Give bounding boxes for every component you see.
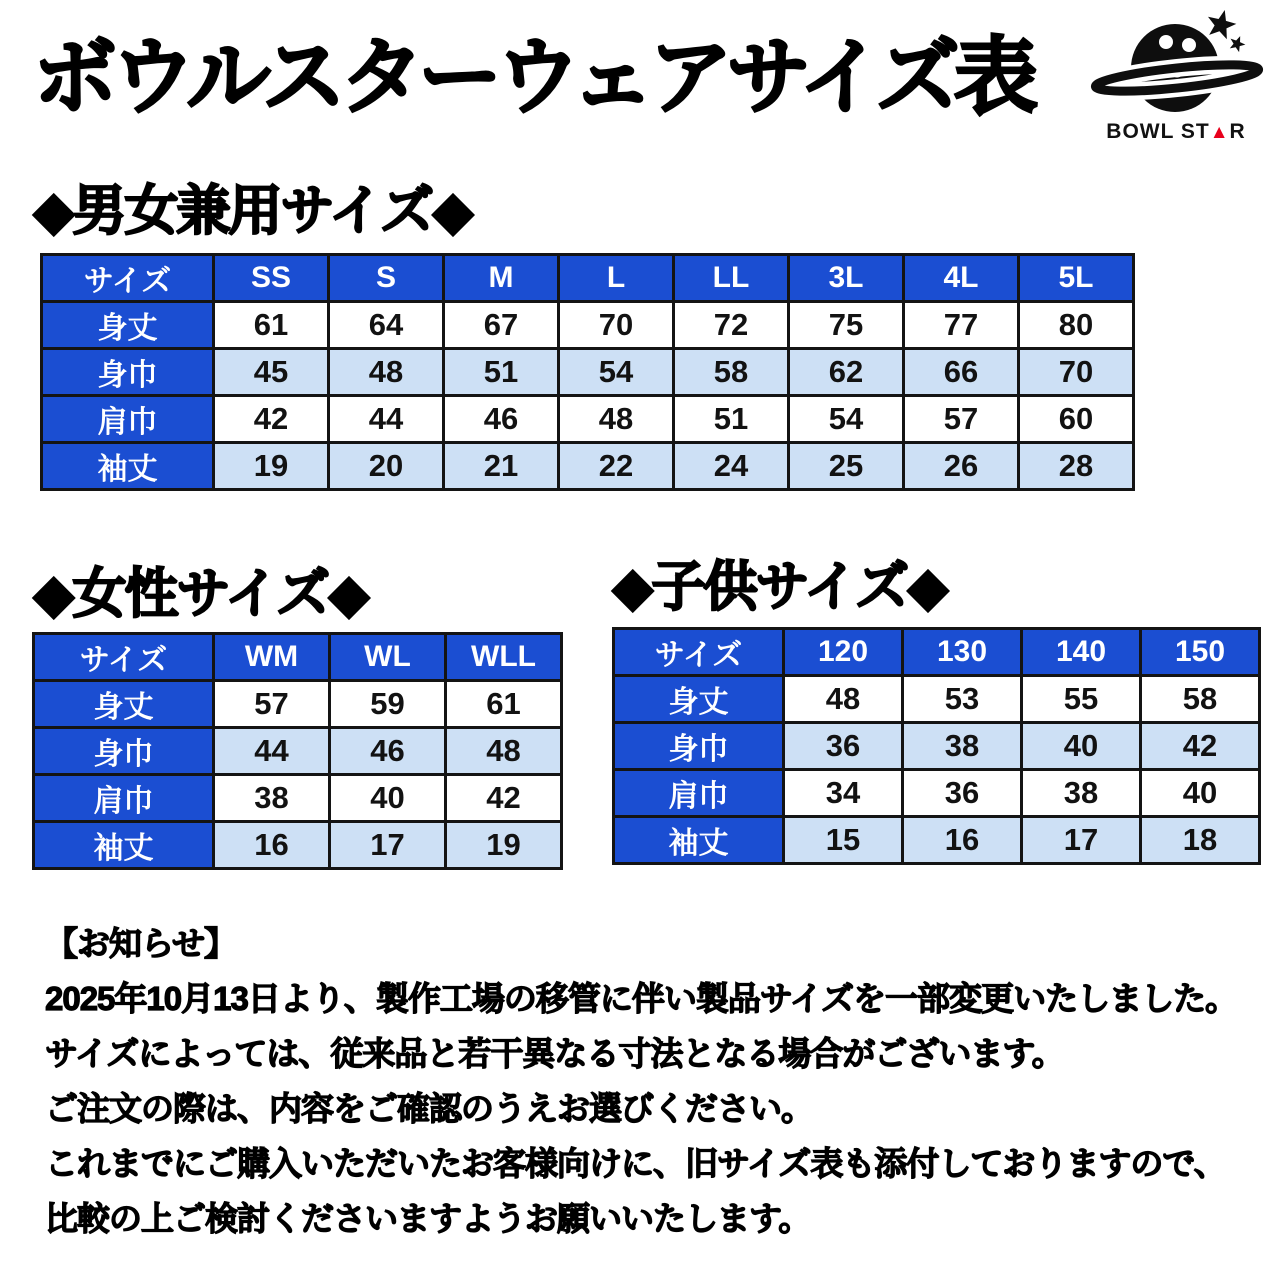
kids-size-table [612, 627, 1261, 865]
notice-line: 2025年10月13日より、製作工場の移管に伴い製品サイズを一部変更いたしました。 [45, 980, 1238, 1017]
brand-text-left: BOWL ST [1106, 120, 1210, 143]
col-header: WL [330, 634, 446, 681]
col-header: 4L [904, 255, 1019, 302]
size-cell: 42 [214, 396, 329, 443]
size-cell: 36 [903, 770, 1022, 817]
row-label: 身巾 [34, 728, 214, 775]
notice-line: 比較の上ご検討くださいますようお願いいたします。 [45, 1200, 811, 1237]
size-cell: 72 [674, 302, 789, 349]
table-row [42, 396, 1134, 443]
notice-line: サイズによっては、従来品と若干異なる寸法となる場合がございます。 [45, 1035, 1064, 1072]
size-cell: 38 [1022, 770, 1141, 817]
size-cell: 19 [214, 443, 329, 490]
size-cell: 28 [1019, 443, 1134, 490]
size-cell: 59 [330, 681, 446, 728]
size-cell: 38 [903, 723, 1022, 770]
col-header: WLL [446, 634, 562, 681]
size-cell: 48 [559, 396, 674, 443]
unisex-size-table [40, 253, 1135, 491]
size-cell: 66 [904, 349, 1019, 396]
size-cell: 22 [559, 443, 674, 490]
row-label: 肩巾 [34, 775, 214, 822]
col-header: SS [214, 255, 329, 302]
size-cell: 42 [1141, 723, 1260, 770]
size-cell: 48 [784, 676, 903, 723]
col-header: S [329, 255, 444, 302]
notice-section [45, 916, 1255, 1246]
size-cell: 36 [784, 723, 903, 770]
col-header: 5L [1019, 255, 1134, 302]
size-cell: 16 [903, 817, 1022, 864]
row-label: 身丈 [34, 681, 214, 728]
table-row [614, 676, 1260, 723]
finger-hole-icon [1159, 35, 1173, 49]
col-header: サイズ [42, 255, 214, 302]
size-cell: 58 [1141, 676, 1260, 723]
col-header: サイズ [34, 634, 214, 681]
table-header-row [42, 255, 1134, 302]
notice-heading: 【お知らせ】 [45, 925, 237, 962]
row-label: 身丈 [614, 676, 784, 723]
brand-text-right: R [1229, 120, 1246, 143]
row-label: 身巾 [614, 723, 784, 770]
col-header: 130 [903, 629, 1022, 676]
size-cell: 57 [904, 396, 1019, 443]
unisex-section-heading: ◆男女兼用サイズ◆ [33, 181, 472, 241]
page-title: ボウルスターウェアサイズ表 [33, 30, 1032, 124]
size-cell: 40 [330, 775, 446, 822]
size-cell: 80 [1019, 302, 1134, 349]
brand-wordmark [1085, 120, 1267, 144]
col-header: 150 [1141, 629, 1260, 676]
small-star-icon [1227, 33, 1248, 53]
notice-line: ご注文の際は、内容をご確認のうえお選びください。 [45, 1090, 813, 1127]
bowl-star-logo [1085, 8, 1267, 158]
size-cell: 24 [674, 443, 789, 490]
size-cell: 46 [444, 396, 559, 443]
finger-hole-icon [1182, 38, 1196, 52]
size-cell: 67 [444, 302, 559, 349]
size-cell: 20 [329, 443, 444, 490]
size-cell: 40 [1022, 723, 1141, 770]
col-header: 140 [1022, 629, 1141, 676]
size-cell: 42 [446, 775, 562, 822]
size-cell: 17 [330, 822, 446, 869]
size-cell: 25 [789, 443, 904, 490]
size-cell: 34 [784, 770, 903, 817]
row-label: 身丈 [42, 302, 214, 349]
size-cell: 48 [329, 349, 444, 396]
col-header: サイズ [614, 629, 784, 676]
size-cell: 54 [559, 349, 674, 396]
size-cell: 54 [789, 396, 904, 443]
table-row [34, 681, 562, 728]
size-cell: 57 [214, 681, 330, 728]
table-header-row [34, 634, 562, 681]
size-cell: 64 [329, 302, 444, 349]
size-cell: 48 [446, 728, 562, 775]
table-row [34, 728, 562, 775]
row-label: 肩巾 [42, 396, 214, 443]
women-section-heading: ◆女性サイズ◆ [33, 564, 368, 624]
women-size-table [32, 632, 563, 870]
table-row [614, 770, 1260, 817]
size-cell: 21 [444, 443, 559, 490]
size-cell: 58 [674, 349, 789, 396]
col-header: WM [214, 634, 330, 681]
size-cell: 45 [214, 349, 329, 396]
col-header: LL [674, 255, 789, 302]
table-row [42, 302, 1134, 349]
size-cell: 44 [214, 728, 330, 775]
size-cell: 44 [329, 396, 444, 443]
size-cell: 75 [789, 302, 904, 349]
size-cell: 53 [903, 676, 1022, 723]
size-cell: 46 [330, 728, 446, 775]
table-row [614, 817, 1260, 864]
col-header: L [559, 255, 674, 302]
size-cell: 40 [1141, 770, 1260, 817]
table-row [42, 443, 1134, 490]
col-header: 120 [784, 629, 903, 676]
row-label: 身巾 [42, 349, 214, 396]
row-label: 袖丈 [614, 817, 784, 864]
row-label: 肩巾 [614, 770, 784, 817]
size-cell: 15 [784, 817, 903, 864]
size-cell: 19 [446, 822, 562, 869]
col-header: M [444, 255, 559, 302]
row-label: 袖丈 [34, 822, 214, 869]
size-cell: 55 [1022, 676, 1141, 723]
size-cell: 61 [214, 302, 329, 349]
size-cell: 70 [559, 302, 674, 349]
table-row [42, 349, 1134, 396]
table-row [34, 822, 562, 869]
table-row [614, 723, 1260, 770]
table-row [34, 775, 562, 822]
star-icon [1204, 8, 1239, 41]
size-cell: 17 [1022, 817, 1141, 864]
notice-line: これまでにご購入いただいたお客様向けに、旧サイズ表も添付しておりますので、 [45, 1145, 1226, 1182]
size-cell: 62 [789, 349, 904, 396]
row-label: 袖丈 [42, 443, 214, 490]
size-cell: 26 [904, 443, 1019, 490]
planet-bowling-ball-icon [1085, 8, 1267, 134]
size-cell: 38 [214, 775, 330, 822]
size-cell: 77 [904, 302, 1019, 349]
size-cell: 51 [674, 396, 789, 443]
size-cell: 18 [1141, 817, 1260, 864]
size-cell: 16 [214, 822, 330, 869]
size-cell: 60 [1019, 396, 1134, 443]
kids-section-heading: ◆子供サイズ◆ [612, 557, 947, 617]
size-cell: 61 [446, 681, 562, 728]
star-triangle-a-icon: ▲ [1209, 122, 1230, 143]
size-cell: 70 [1019, 349, 1134, 396]
col-header: 3L [789, 255, 904, 302]
table-header-row [614, 629, 1260, 676]
size-cell: 51 [444, 349, 559, 396]
